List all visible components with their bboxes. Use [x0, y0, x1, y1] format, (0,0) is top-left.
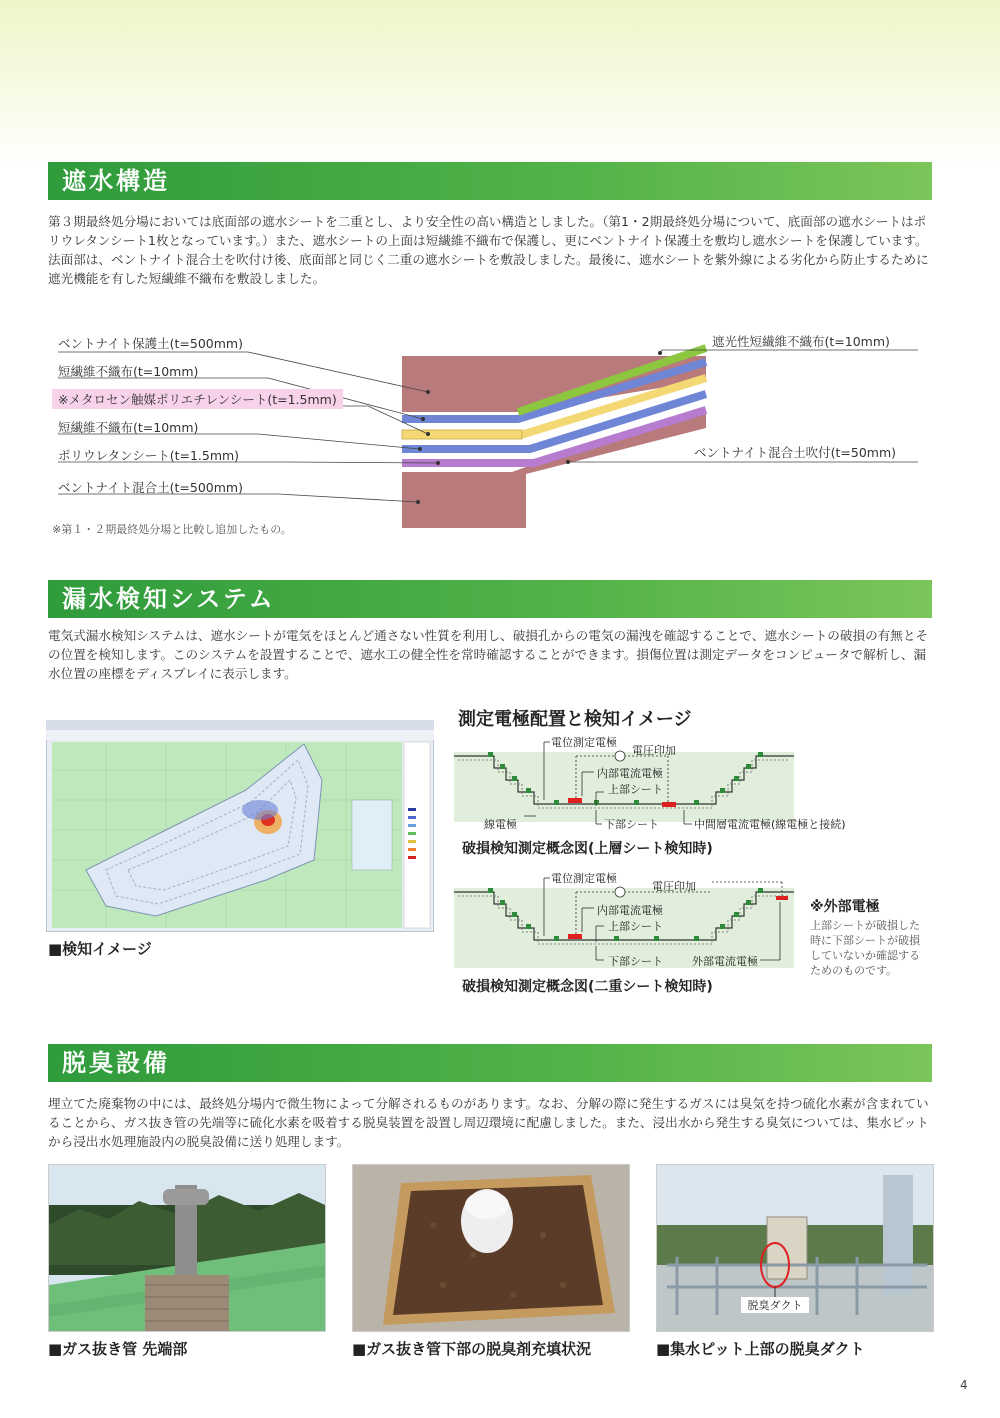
d2-voltage-label: 電圧印加	[652, 880, 696, 893]
photo2-caption: ■ガス抜き管下部の脱臭剤充填状況	[352, 1340, 592, 1358]
outer-current-electrode	[776, 896, 788, 900]
d2-lower-sheet-label: 下部シート	[608, 955, 663, 968]
outer-note-line-3: していないか確認する	[810, 949, 920, 962]
shasui-para-1: 第３期最終処分場においては底面部の遮水シートを二重とし、より安全性の高い構造としました。（第1・2期最終処分場について、底面部の遮水シートはポリウレタンシート1枚となっています。）また、遮水シートの上面は短繊維不織布で保護し、更にベントナイト保護土を敷均し遮水シートを保護しています。	[48, 214, 928, 248]
outer-note-line-1: 上部シートが破損した	[810, 919, 920, 932]
section-title-leak: 漏水検知システム	[48, 580, 932, 618]
d1-lower-sheet-label: 下部シート	[604, 818, 659, 831]
d1-upper-sheet-label: 上部シート	[608, 783, 663, 796]
detection-screen-image	[46, 720, 434, 932]
screen-caption: ■検知イメージ	[48, 940, 152, 958]
diagram-title: 測定電極配置と検知イメージ	[458, 709, 692, 730]
layer-label-6: ベントナイト混合土(t=500mm)	[58, 480, 243, 495]
page-number: 4	[960, 1378, 968, 1392]
leak-text: 電気式漏水検知システムは、遮水シートが電気をほとんど通さない性質を利用し、破損孔からの電気の漏洩を確認することで、遮水シートの破損の有無とその位置を検知します。このシステムを設置することで、遮水工の健全性を常時確認することができます。損傷位置は測定データをコンピュータで解析し、漏水位置の座標をディスプレイに表示します。	[48, 628, 929, 681]
shasui-note: ※第１・２期最終処分場と比較し追加したもの。	[52, 523, 292, 536]
shasui-para-2: 法面部は、ベントナイト混合土を吹付け後、底面部と同じく二重の遮水シートを敷設しました。最後に、遮水シートを紫外線による劣化から防止するために遮光機能を有した短繊維不織布を敷設しました。	[48, 252, 929, 286]
layer-label-1: ベントナイト保護土(t=500mm)	[58, 336, 243, 351]
d2-upper-sheet-label: 上部シート	[608, 920, 663, 933]
d1-middle-current-label: 中間層電流電極(線電極と接続)	[694, 818, 846, 831]
d2-inner-current-label: 内部電流電極	[597, 904, 663, 917]
d1-inner-current-label: 内部電流電極	[597, 767, 663, 780]
photo-deodor-duct	[656, 1164, 934, 1332]
layer-label-4: 短繊維不織布(t=10mm)	[58, 420, 199, 435]
outer-note-title: ※外部電極	[810, 899, 880, 915]
duct-tag-label: 脱臭ダクト	[747, 1299, 803, 1312]
d2-caption: 破損検知測定概念図(二重シート検知時)	[462, 979, 713, 995]
shasui-text	[48, 212, 938, 288]
layer-label-3-highlight: ※メタロセン触媒ポリエチレンシート(t=1.5mm)	[52, 389, 343, 409]
polyethylene-sheet-end	[402, 430, 522, 439]
d1-caption: 破損検知測定概念図(上層シート検知時)	[462, 841, 713, 857]
d1-potential-label: 電位測定電極	[551, 736, 617, 749]
d1-voltage-label: 電圧印加	[632, 744, 676, 757]
section-title-shasui: 遮水構造	[48, 162, 932, 200]
outer-note-line-4: ためのものです。	[810, 964, 898, 977]
d2-outer-current-label: 外部電流電極	[692, 955, 758, 968]
label-light-shielding: 遮光性短繊維不織布(t=10mm)	[712, 334, 890, 349]
header-gradient	[0, 0, 1000, 170]
d2-potential-label: 電位測定電極	[551, 872, 617, 885]
layer-label-2: 短繊維不織布(t=10mm)	[58, 364, 199, 379]
label-mixed-spray: ベントナイト混合土吹付(t=50mm)	[694, 445, 897, 460]
d1-line-electrode-label: 線電極	[484, 818, 517, 831]
middle-current-electrode	[662, 802, 676, 807]
photo-gas-vent-tip	[48, 1164, 326, 1332]
outer-note-line-2: 時に下部シートが破損	[810, 934, 920, 947]
deodor-text: 埋立てた廃棄物の中には、最終処分場内で微生物によって分解されるものがあります。なお、分解の際に発生するガスには臭気を持つ硫化水素が含まれていることから、ガス抜き管の先端等に硫化水素を吸着する脱臭装置を設置し周辺環境に配慮しました。また、浸出水から発生する臭気については、集水ピットから浸出水処理施設内の脱臭設備に送り処理します。	[48, 1096, 929, 1149]
photo-deodorant-fill	[352, 1164, 630, 1332]
photo3-caption: ■集水ピット上部の脱臭ダクト	[656, 1340, 865, 1358]
layer-label-5: ポリウレタンシート(t=1.5mm)	[58, 448, 240, 463]
section-title-deodor: 脱臭設備	[48, 1044, 932, 1082]
photo1-caption: ■ガス抜き管 先端部	[48, 1340, 188, 1358]
inner-current-electrode	[568, 798, 582, 803]
